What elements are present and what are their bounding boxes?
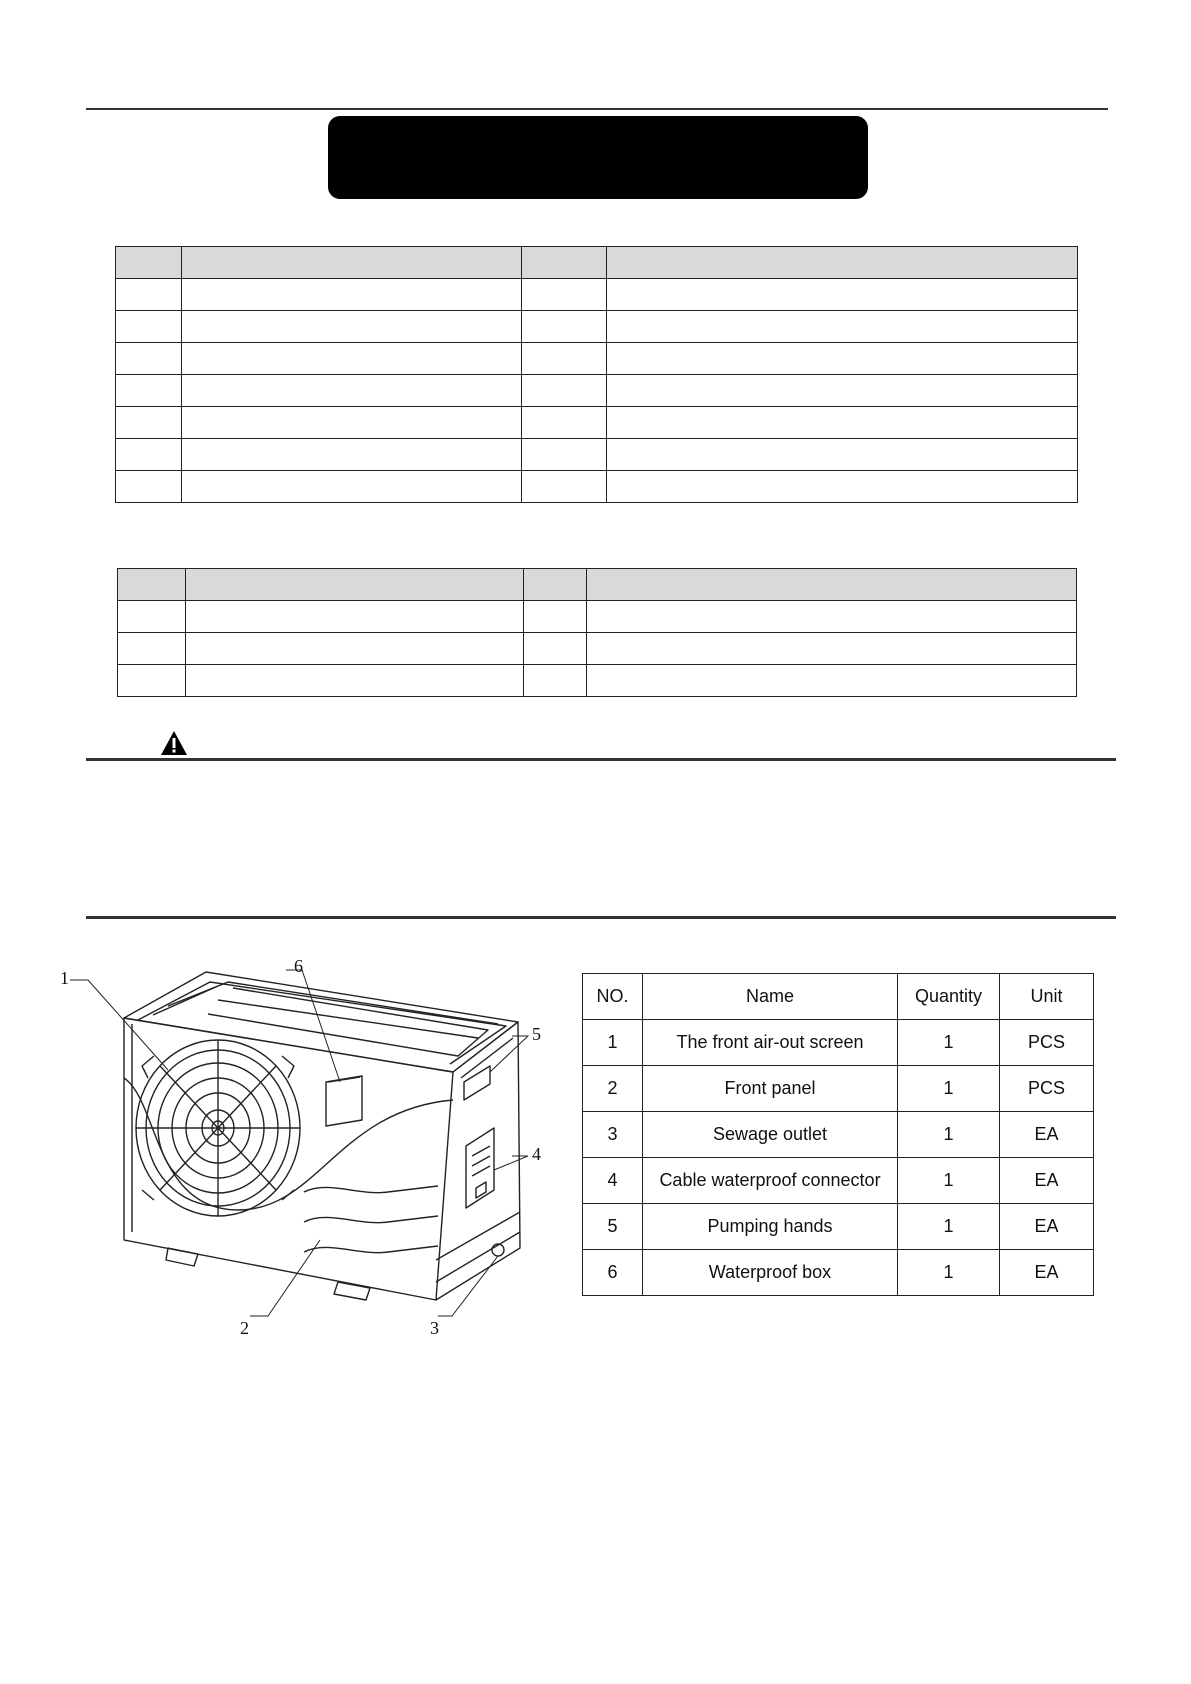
cell-unit: EA <box>1000 1112 1094 1158</box>
cell-no: 3 <box>583 1112 643 1158</box>
section-title-banner <box>328 116 868 199</box>
table-row <box>116 279 1078 311</box>
cell-quantity: 1 <box>898 1112 1000 1158</box>
heat-pump-diagram <box>58 960 558 1340</box>
cell-name: Cable waterproof connector <box>643 1158 898 1204</box>
header-no: NO. <box>583 974 643 1020</box>
cell-unit: EA <box>1000 1204 1094 1250</box>
cell-unit: PCS <box>1000 1020 1094 1066</box>
table-row <box>118 601 1077 633</box>
table-row <box>116 311 1078 343</box>
table-row <box>118 633 1077 665</box>
table-row <box>116 471 1078 503</box>
table-row <box>118 665 1077 697</box>
cell-quantity: 1 <box>898 1066 1000 1112</box>
table-row <box>118 569 1077 601</box>
cell-no: 2 <box>583 1066 643 1112</box>
table-row <box>583 1204 1094 1250</box>
table-row <box>116 439 1078 471</box>
header-quantity: Quantity <box>898 974 1000 1020</box>
warning-triangle-icon <box>160 730 188 756</box>
table-row <box>583 1112 1094 1158</box>
cell-unit: PCS <box>1000 1066 1094 1112</box>
header-unit: Unit <box>1000 974 1094 1020</box>
cell-name: The front air-out screen <box>643 1020 898 1066</box>
cell-quantity: 1 <box>898 1158 1000 1204</box>
cell-unit: EA <box>1000 1250 1094 1296</box>
table-row <box>116 407 1078 439</box>
table-row <box>116 247 1078 279</box>
blank-table-2 <box>117 568 1077 697</box>
cell-name: Sewage outlet <box>643 1112 898 1158</box>
table-row <box>583 1020 1094 1066</box>
cell-name: Pumping hands <box>643 1204 898 1250</box>
callout-1: 1 <box>60 968 69 988</box>
cell-unit: EA <box>1000 1158 1094 1204</box>
table-row <box>583 1066 1094 1112</box>
cell-no: 1 <box>583 1020 643 1066</box>
callout-3: 3 <box>430 1318 439 1338</box>
cell-name: Waterproof box <box>643 1250 898 1296</box>
callout-4: 4 <box>532 1144 541 1164</box>
table-row <box>583 1158 1094 1204</box>
cell-quantity: 1 <box>898 1250 1000 1296</box>
header-name: Name <box>643 974 898 1020</box>
table-header-row <box>583 974 1094 1020</box>
table-row <box>116 343 1078 375</box>
table-row <box>116 375 1078 407</box>
top-rule <box>86 108 1108 110</box>
table-row <box>583 1250 1094 1296</box>
callout-6: 6 <box>294 960 303 976</box>
cell-name: Front panel <box>643 1066 898 1112</box>
cell-quantity: 1 <box>898 1020 1000 1066</box>
warning-top-rule <box>86 758 1116 761</box>
blank-table-1 <box>115 246 1078 503</box>
cell-no: 6 <box>583 1250 643 1296</box>
cell-no: 4 <box>583 1158 643 1204</box>
cell-quantity: 1 <box>898 1204 1000 1250</box>
callout-2: 2 <box>240 1318 249 1338</box>
callout-5: 5 <box>532 1024 541 1044</box>
parts-table <box>582 973 1094 1296</box>
warning-bottom-rule <box>86 916 1116 919</box>
cell-no: 5 <box>583 1204 643 1250</box>
